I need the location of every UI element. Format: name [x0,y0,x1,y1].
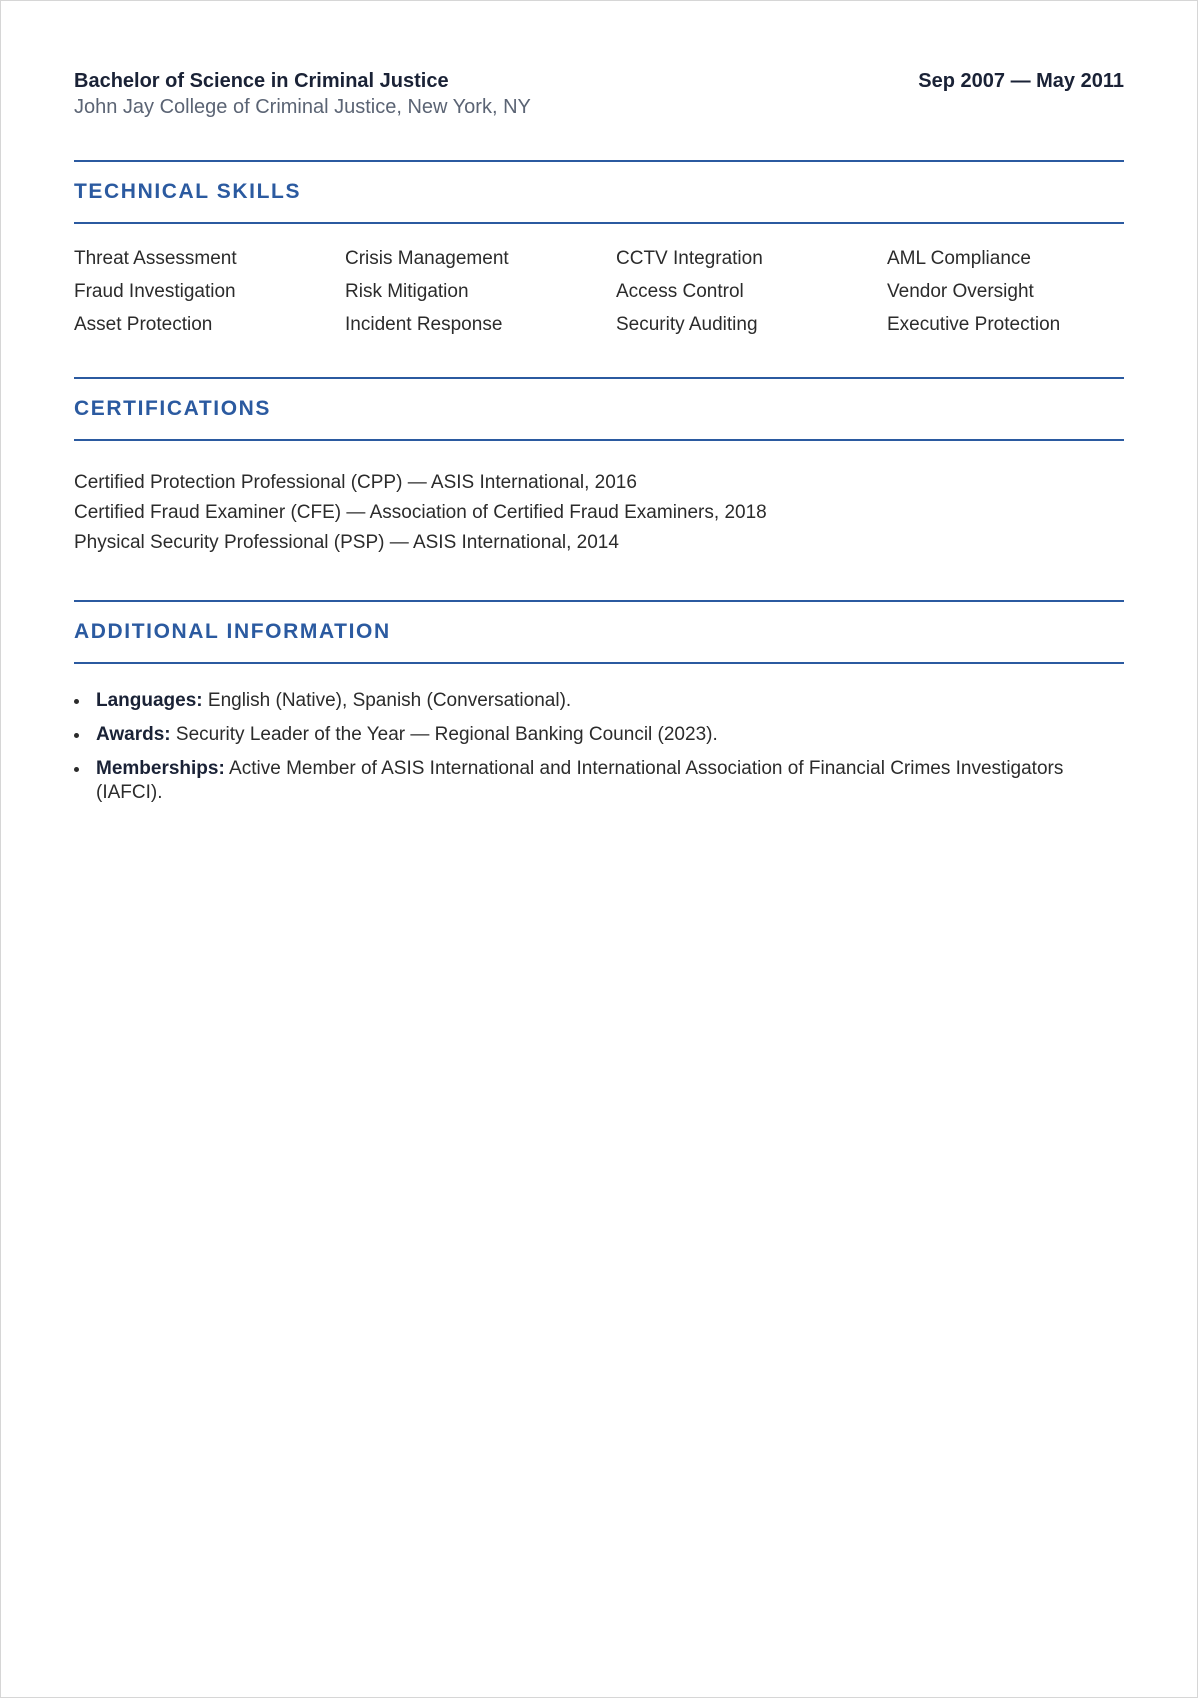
skill-item: AML Compliance [887,248,1031,269]
skill-item: Fraud Investigation [74,281,236,302]
additional-information-heading: ADDITIONAL INFORMATION [74,620,391,643]
info-label-memberships: Memberships: [96,758,225,779]
certifications-heading: CERTIFICATIONS [74,397,272,420]
skill-item: Incident Response [345,314,503,335]
skill-item: CCTV Integration [616,248,763,269]
education-degree: Bachelor of Science in Criminal Justice [74,70,449,92]
skill-item: Executive Protection [887,314,1061,335]
info-text-memberships: Active Member of ASIS International and International Association of Financial Crimes Investigators (IAFCI). [96,758,1064,803]
info-text-languages: English (Native), Spanish (Conversational). [207,690,572,711]
info-label-languages: Languages: [96,690,203,711]
info-text-awards: Security Leader of the Year — Regional Banking Council (2023). [175,724,718,745]
technical-skills-heading: TECHNICAL SKILLS [74,180,302,203]
list-item [74,689,1124,713]
certification-item: Certified Fraud Examiner (CFE) — Association of Certified Fraud Examiners, 2018 [74,502,767,523]
skill-item: Risk Mitigation [345,281,469,302]
skills-grid [74,224,1124,337]
education-details [74,69,531,119]
skill-item: Crisis Management [345,248,509,269]
additional-information-list [74,664,1124,805]
skill-item: Asset Protection [74,314,213,335]
list-item [74,757,1124,805]
certification-item: Physical Security Professional (PSP) — ASIS International, 2014 [74,532,619,553]
certifications-list [74,441,1124,558]
skill-item: Security Auditing [616,314,758,335]
education-entry [74,69,1124,119]
education-school: John Jay College of Criminal Justice, New York, NY [74,96,531,118]
list-item [74,723,1124,747]
bullet-icon [74,767,79,772]
skill-item: Access Control [616,281,744,302]
skill-item: Threat Assessment [74,248,237,269]
info-label-awards: Awards: [96,724,171,745]
bullet-icon [74,699,79,704]
bullet-icon [74,733,79,738]
skill-item: Vendor Oversight [887,281,1034,302]
certification-item: Certified Protection Professional (CPP) — ASIS International, 2016 [74,472,637,493]
education-dates: Sep 2007 — May 2011 [918,70,1124,92]
